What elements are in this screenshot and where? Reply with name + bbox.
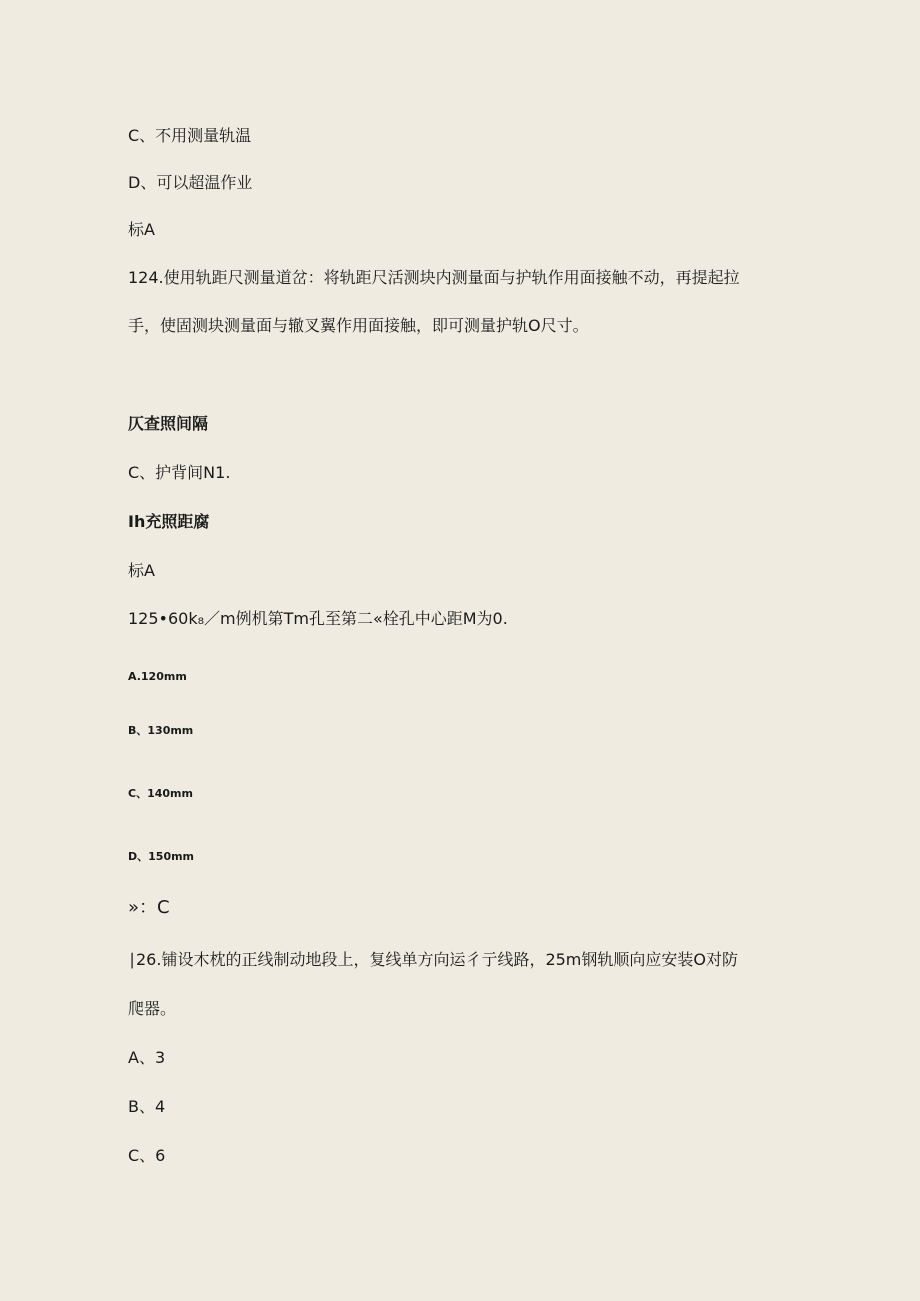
q125-option-c: C、140mm bbox=[128, 787, 193, 800]
q125-option-b: B、130mm bbox=[128, 724, 194, 737]
q125-option-a: A.120mm bbox=[128, 670, 187, 683]
q126-option-b: B、4 bbox=[128, 1097, 166, 1116]
q125-option-d: D、150mm bbox=[128, 850, 195, 863]
q125-answer: »：C bbox=[128, 897, 170, 918]
q123-option-d: D、可以超温作业 bbox=[128, 173, 253, 192]
q124-option-d: Ih充照距腐 bbox=[128, 512, 210, 531]
q126-text-line1: ∣26.铺设木枕的正线制动地段上，复线单方向运彳亍线路，25m钢轨顺向应安装O对防 bbox=[128, 950, 738, 969]
q124-answer: 标A bbox=[128, 561, 155, 580]
q126-option-c: C、6 bbox=[128, 1146, 166, 1165]
q125-text: 125•60k₈／m例机第Tm孔至第二«栓孔中心距M为0. bbox=[128, 609, 508, 628]
q123-answer: 标A bbox=[128, 220, 155, 239]
q123-option-c: C、不用测量轨温 bbox=[128, 126, 252, 145]
q124-option-c: C、护背间N1. bbox=[128, 463, 231, 482]
q126-text-line2: 爬器。 bbox=[128, 999, 177, 1018]
q124-text-line1: 124.使用轨距尺测量道岔：将轨距尺活测块内测量面与护轨作用面接触不动，再提起拉 bbox=[128, 268, 740, 287]
q124-option-b: 仄查照间隔 bbox=[128, 414, 209, 433]
q126-option-a: A、3 bbox=[128, 1048, 166, 1067]
q124-text-line2: 手，使固测块测量面与辙叉翼作用面接触，即可测量护轨O尺寸。 bbox=[128, 316, 589, 335]
